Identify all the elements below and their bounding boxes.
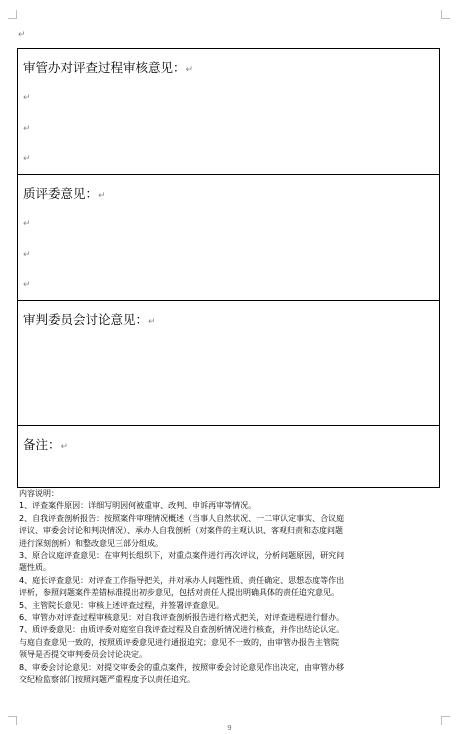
note-line: 1、评查案件原因：详细写明因何被重审、改判、申诉再审等情况。: [19, 501, 257, 511]
section-review-office-opinion[interactable]: [18, 49, 439, 175]
note-line: 评议、审委会讨论和判决情况）、承办人自我剖析（对案件的主观认识、客观归责和态度问题: [19, 526, 343, 536]
note-line: 7、质评委意见：由质评委对庭室自我评查过程及自查剖析情况进行核查，并作出结论认定。: [19, 625, 345, 635]
note-line: 6、审管办对评查过程审核意见：对自我评查剖析报告进行格式把关，对评查进程进行督办。: [19, 613, 345, 623]
section-remarks[interactable]: [18, 426, 439, 487]
content-notes: [19, 488, 443, 687]
section-title: 备注：↵: [23, 437, 69, 452]
blank-line: ↵: [23, 250, 31, 260]
blank-line: ↵: [23, 219, 31, 229]
note-line: 交纪检监察部门按照问题严重程度予以责任追究。: [19, 675, 195, 685]
blank-line: ↵: [23, 280, 31, 290]
note-line: 3、原合议庭评查意见：在审判长组织下，对重点案件进行再次评议，分析问题原因，研究问: [19, 551, 345, 561]
blank-line: ↵: [23, 154, 31, 164]
blank-line: ↵: [23, 124, 31, 134]
crop-mark-top-left: [8, 10, 17, 19]
note-line: 8、审委会讨论意见：对提交审委会的重点案件，按照审委会讨论意见作出决定，由审管办移: [19, 662, 345, 672]
note-line: 评析，参照问题案件差错标准提出初步意见，包括对责任人提出明确具体的责任追究意见。: [19, 588, 339, 598]
note-line: 2、自我评查剖析报告：按照案件审理情况概述（当事人自然状况、一二审认定事实、合议庭: [19, 513, 345, 523]
section-judicial-committee-opinion[interactable]: [18, 301, 439, 426]
note-line: 与庭自查意见一致的，按照质评委意见进行通报追究；意见不一致的，由审管办报告主管院: [19, 637, 339, 647]
note-line: 题性质。: [19, 563, 51, 573]
section-title: 质评委意见：↵: [23, 186, 106, 201]
section-quality-committee-opinion[interactable]: [18, 175, 439, 301]
note-line: 4、庭长评查意见：对评查工作指导把关，并对承办人问题性质、责任确定、思想态度等作出: [19, 575, 345, 585]
note-line: 5、主管院长意见：审核上述评查过程，并签署评查意见。: [19, 600, 225, 610]
notes-heading: 内容说明：: [19, 489, 59, 498]
section-title: 审判委员会讨论意见：↵: [23, 312, 156, 327]
blank-line: ↵: [23, 93, 31, 103]
crop-mark-top-right: [441, 10, 450, 19]
note-line: 进行深刻剖析）和整改意见三部分组成。: [19, 538, 163, 548]
page-number: 9: [227, 724, 232, 732]
section-title: 审管办对评查过程审核意见：↵: [23, 60, 194, 75]
note-line: 领导是否提交审判委员会讨论决定。: [19, 650, 147, 660]
review-opinion-table: [17, 48, 440, 488]
paragraph-mark: ↵: [18, 30, 26, 40]
